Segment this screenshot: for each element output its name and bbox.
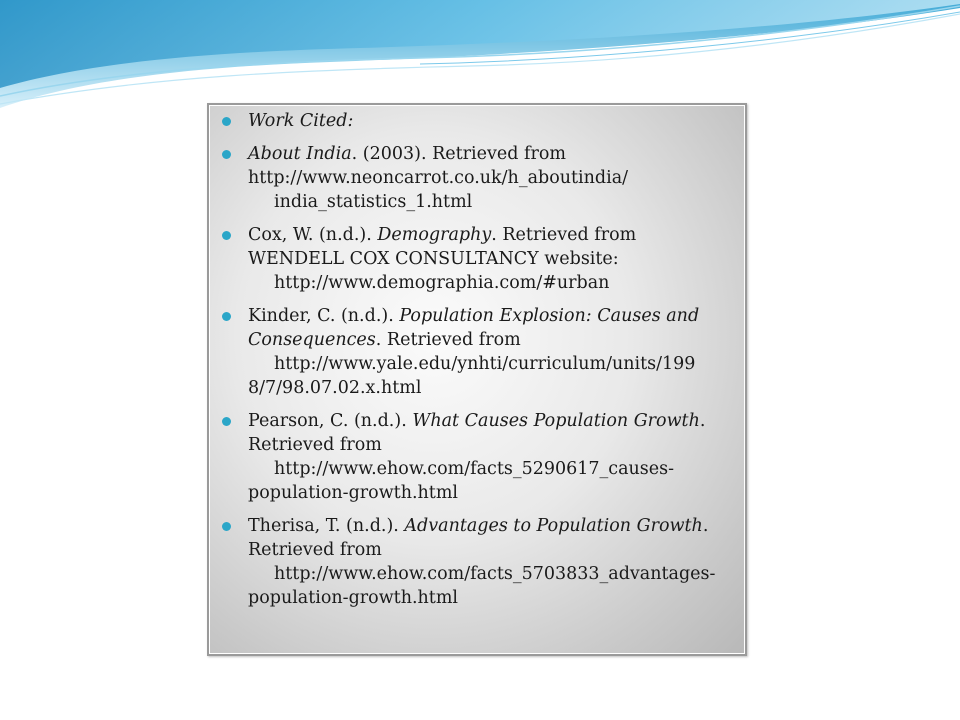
reference-text: Therisa, T. (n.d.). xyxy=(248,516,405,536)
reference-line xyxy=(248,247,734,271)
reference-title-text: Demography xyxy=(377,225,492,245)
reference-text: . Retrieved from xyxy=(375,330,521,350)
reference-title-text: Consequences xyxy=(248,330,376,350)
reference-item xyxy=(219,223,734,295)
reference-text: http://www.ehow.com/facts_5290617_causes- xyxy=(274,459,675,479)
reference-item xyxy=(219,514,734,610)
bullet-icon xyxy=(222,150,231,159)
reference-text: Retrieved from xyxy=(248,435,382,455)
reference-line xyxy=(248,376,734,400)
reference-text: Cox, W. (n.d.). xyxy=(248,225,378,245)
references-text-box xyxy=(207,103,747,656)
reference-line xyxy=(248,409,734,433)
reference-text: population-growth.html xyxy=(248,588,459,608)
reference-text: WENDELL COX CONSULTANCY website: xyxy=(248,249,619,269)
reference-text: http://www.demographia.com/#urban xyxy=(274,273,610,293)
reference-line xyxy=(248,223,734,247)
reference-line xyxy=(248,271,734,295)
bullet-icon xyxy=(222,312,231,321)
reference-text: india_statistics_1.html xyxy=(274,192,473,212)
reference-line xyxy=(248,586,734,610)
reference-line xyxy=(248,109,734,133)
bullet-icon xyxy=(222,522,231,531)
reference-title-text: Population Explosion: Causes and xyxy=(399,306,700,326)
bullet-icon xyxy=(222,117,231,126)
reference-title-text: Advantages to Population Growth xyxy=(404,516,703,536)
reference-text: http://www.ehow.com/facts_5703833_advantages- xyxy=(274,564,716,584)
reference-line xyxy=(248,352,734,376)
reference-line xyxy=(248,142,734,166)
reference-item xyxy=(219,142,734,214)
reference-text: . Retrieved from xyxy=(491,225,637,245)
reference-text: http://www.neoncarrot.co.uk/h_aboutindia/ xyxy=(248,168,629,188)
reference-text: 8/7/98.07.02.x.html xyxy=(248,378,422,398)
reference-line xyxy=(248,538,734,562)
reference-line xyxy=(248,166,734,190)
reference-line xyxy=(248,304,734,328)
reference-line xyxy=(248,433,734,457)
reference-title-text: About India xyxy=(248,144,352,164)
reference-line xyxy=(248,457,734,481)
reference-title-text: What Causes Population Growth xyxy=(412,411,700,431)
reference-line xyxy=(248,190,734,214)
reference-text: . xyxy=(702,516,709,536)
reference-text: Retrieved from xyxy=(248,540,382,560)
reference-line xyxy=(248,328,734,352)
works-cited-heading xyxy=(219,109,734,133)
reference-line xyxy=(248,562,734,586)
bullet-icon xyxy=(222,417,231,426)
reference-text: . (2003). Retrieved from xyxy=(351,144,566,164)
reference-item xyxy=(219,409,734,505)
reference-text: http://www.yale.edu/ynhti/curriculum/units/199 xyxy=(274,354,696,374)
reference-title-text: Work Cited: xyxy=(248,111,354,131)
bullet-icon xyxy=(222,231,231,240)
header-wave-decoration xyxy=(0,0,960,120)
reference-line xyxy=(248,481,734,505)
reference-line xyxy=(248,514,734,538)
references-list xyxy=(219,109,734,619)
reference-text: Kinder, C. (n.d.). xyxy=(248,306,400,326)
reference-text: population-growth.html xyxy=(248,483,459,503)
reference-text: Pearson, C. (n.d.). xyxy=(248,411,413,431)
reference-item xyxy=(219,304,734,400)
reference-text: . xyxy=(699,411,706,431)
